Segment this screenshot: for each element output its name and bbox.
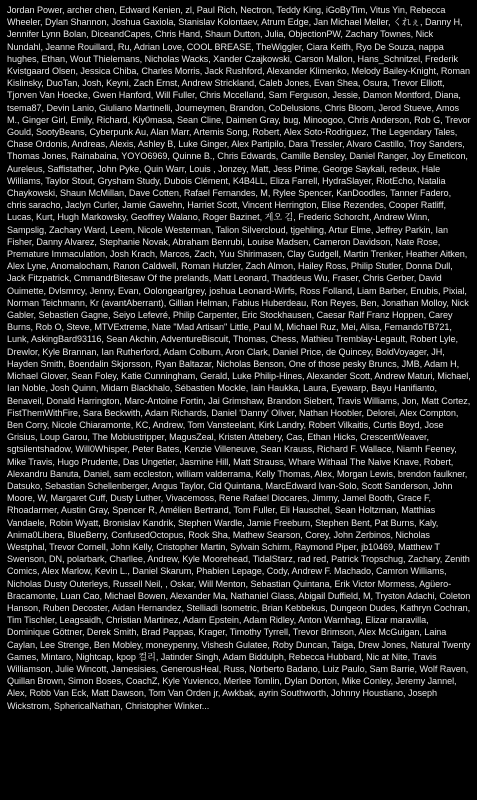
credits-name-list: Jordan Power, archer chen, Edward Kenien, zl, Paul Rich, Nectron, Teddy King, iGoByTim, Vitus Yin, Rebecca Wheeler, Dylan Shannon, Joshua Gaxiola, Stanislav Kolontaev, Atrum Edge, Jan Michael Meller, くれぇ, Danny H, Jennifer Lynn Bolan, DiceandCapes, Chris Hand, Shaun Dutton, Julia, ObjectionPW, Zachary Townes, Nick Nundahl, Jeanne Rouillard, Ru, Adrian Love, COOL BREASE, TheWiggler, Ciara Keith, Ryo De Souza, nappa hughes, Ethan, Wout Thielemans, Nicholas Wacks, Xander Czajkowski, Carson Mallon, Hans_Schnitzel, Frederik Kvistgaard Olsen, Jessica Chiba, Charles Morris, Jack Rushford, Alexander Klimenko, Melody Bailey-Knight, Roman Kislinsky, DuoTan, Josh, Keyni, Zach Ernst, Andrew Strickland, Caleb Jones, Evan Shea, Osura, Trevor Elliott, Tjorven Van Hoecke, Gwen Hanford, Will Fuller, Chris Mccelland, Sam Ferguson, Jessie, Damon Montford, Diana, tsema87, Devin Lanio, Giuliano Martinelli, Journeymen, Brandon, CoDelusions, Chris Bloom, Jerod Stueve, Amos M., Ginger Girl, Emily, Richard, Kiy0masa, Sean Cline, Daimen Gray, bug, Minoogoo, Chris Anderson, Rob G, Trevor Gould, SootyBeans, Cyberpunk Au, Alan Marr, Artemis Song, Robert, Alex Soto-Rodriguez, The Legendary Tales, Chase Ordonis, Andreas, Alexis, Ashley B, Luke Ginger, Alex Partipilo, Dara Tressler, Alvaro Castillo, Troy Sanders, Thomas Jones, Rainabaina, YOYO6969, Quinne B., Chris Edwards, Camille Bensley, Daniel Ranger, Joy Emeticon, Aureleus, Saffistather, John Pyke, Quin Warr, Louis , Jonzey, Matt, Jess Prime, George Saykali, redeux, Hale Williams, Taylor Stout, Grysham Study, Dubois Clément, K4B4LL, Eliza Farrell, HydraSlayer, RiotEcho, Natalia Chaykowski, Shaun McMillan, Dave Cotten, Rafael Fernandes, M, Rylee Spencer, KanDoodles, Tanner Fadero, chris saracho, Jaclyn Curler, Jamie Gawehn, Harriet Scott, Vincent Herrington, Elise Rezendes, Cooper Ratliff, Lucas, Kurt, Hugh Markowsky, Geoffrey Walano, Roger Bazinet, 게오 김, Frederic Schorcht, Andrew Winn, Sampslig, Zachary Ward, Leem, Nicole Westerman, Talion Silvercloud, tjgehling, Artur Elme, Jeffrey Parkin, Ian Fisher, Danny Alvarez, Stephanie Novak, Abraham Benrubi, Louise Madsen, Cameron Davidson, Nate Rose, Premature Immaculation, Josh Krach, Marcos, Zach, Yuu Shirimasen, Clay Gudgell, Martin Trenker, Heather Aitken, Alex Lyne, Anomalocham, Ranon Caldwell, Roman Hutzler, Zach Almon, Hailey Ross, Philip Stutler, Donna Dull, Jack Fitzpatrick, CmmandrBitesaw Of the prelands, Matt Leonard, Thaddeus Wu, Fraser, Chris Gerber, David Ouimette, Dvlsmrcy, Jenny, Evan, Oolongearlgrey, joshua Leonard-Wirfs, Ross Folland, Liam Barber, Enubis, Pixial, Norman Teichmann, Kr (avantAberrant), Gillian Helman, Fabius Huberdeau, Ron Reyes, Ben, Jonathan Molloy, Nick Gabler, Sebastien Gagne, Seiyo Lefevré, Philip Carpenter, Eric Stockhausen, Caesar Ralf Franz Hoppen, Carey Burns, Rob O, Steve, MTVExtreme, Nate "Mad Artisan" Little, Paul M, Michael Ruz, Mei, Alisa, FernandoTB721, Lunk, AskingBard93116, Sean Akchin, AdventureBiscuit, Thomas, Chess, Mathieu Tremblay-Legault, Robert Lyle, Drewlor, Kyle Brannan, Ian Rutherford, Adam Colburn, Aron Clark, Daniel Price, de Quincey, BoldVoyager, JH, Hayden Smith, Boendalin Skjorsson, Ryan Baltazar, Nicholas Benson, One of those pesky Bruncs, JMB, Adam H, Michael Glover, Sean Foley, Katie Cunningham, Gerald, Luke Philip-Hines, Alexander Scott, Andrew Maturi, Michael, Ian Noble, Josh Quinn, Midarn Blackhalo, Sébastien Mockle, Iain Haukka, Laura, Eyewarp, Bayu Hanifianto, Benaveil, Donald Harrington, Marc-Antoine Fortin, Jai Grimshaw, Brandon Siebert, Travis Williams, Jon, Matt Cortez, FistThemWithFire, Sara Beckwith, Adam Richards, Daniel 'Danny' Oliver, Nathan Hoobler, Delorei, Alex Compton, Ben Corry, Nicole Chiaramonte, KC, Andrew, Tom Vansteelant, Kirk Landry, Robert Vilkaitis, Curtis Boyd, Jose Grisius, Loup Garou, The Mobiustripper, MagusZeal, Kristen Attebery, Cas, Ethan Hicks, CrescentWeaver, sgtsilentshadow, Will0Whisper, Peter Bates, Kenzie Villeneuve, Sean Krauss, Richard F. Wallace, Niamh Feeney, Mike Travis, Hugo Prudente, Das Ungetier, Jasmine Hill, Matt Strauss, Whare Withaal The Naive Knave, Robert, Alexandru Banuta, Daniel, sam eccleston, william valderrama, Kelly Thomas, Alex, Morgan Lewis, brendon faulkner, Datsuko, Sebastian Schellenberger, Angus Taylor, Cid Quintana, MarcEdward Ivan-Solo, Scott Sanderson, John Moore, W, Margaret Cuff, Dusty Luther, Vivacemoss, Rene Rafael Diocares, Jimmy, Jamel Booth, Grace F, Rhoadarmer, Austin Gray, Spencer R, Amélien Bertrand, Tom Fuller, Eli Hauschel, Sean Holtzman, Matthias Vandaele, Robin Wyatt, Bronislav Kandrik, Stephen Wardle, Jamie Freeburn, Stephen Bent, Pat Burns, Kaly, Anima0Libera, BlueBerry, ConfusedOctopus, Rook Sha, Mathew Searson, Corey, John Zerbinos, Nicholas Westphal, Trevor Cornell, John Kelly, Cristopher Martin, Sylvain Schirm, Raymond Piper, jb10469, Matthew T Swenson, DN, polarbark, Charllee, Andrew, Kyle Moorehead, TidalStarz, rad red, Patrick Tropschug, Zachary, Zenith Comics, Alex Marlow, Kevin L., Daniel Skarum, Phabien Lepage, Cody, Andrew F. Machado, Camron Williams, Nicholas Dusty Outerleys, Russell Neil, , Oskar, Will Menton, Sebastian Quintana, Erik Victor Mormess, Agüero-Bracamonte, Luan Cao, Michael Bowen, Alexander Ma, Nathaniel Glass, Abigail Duffield, M, Tryston Adachi, Coleton Hanson, Ruben Decoster, Aidan Hernandez, Stelliadi Isometric, Brian Kebbekus, Dungeon Dudes, Kathryn Cochran, Tim Tischler, Leagsaidh, Christian Martinez, Adam Epstein, Adam Ridley, Anton Warnhag, Elizar maravilla, Dominique Göttner, Derek Smith, Brad Pappas, Krager, Timothy Tyrrell, Trevor Brimson, Alex McGuigan, Laina Caylan, Lee Strenge, Ben Mobley, moneypenny, Vishesh Gulatee, Roby Duncan, Taiga, Drew Jones, Natural Twenty Games, Mintaro, Nightcap, kpop 컬리, Jatinder Singh, Adam Biddulph, Rebecca Hubbard, Nic at Nite, Travis Williamson, Julie Wincott, Jamesisies, GenerousHeal, Russ, Norberto Badano, Luiz Paulo, Sam Barrie, Wolf Raven, Quillan Brown, Simon Boses, CoachZ, Kyle Yuvienco, Merlee Tomlin, Dylan Dorton, Mike Conley, Jeremy Jannel, Alex, Robb Van Eck, Matt Dawson, Tom Van Orden jr, Awkbak, ayrin Southworth, Johnny Houstiano, Joseph Wickstrom, SphericalNathan, Christopher Winker... [7, 5, 471, 711]
